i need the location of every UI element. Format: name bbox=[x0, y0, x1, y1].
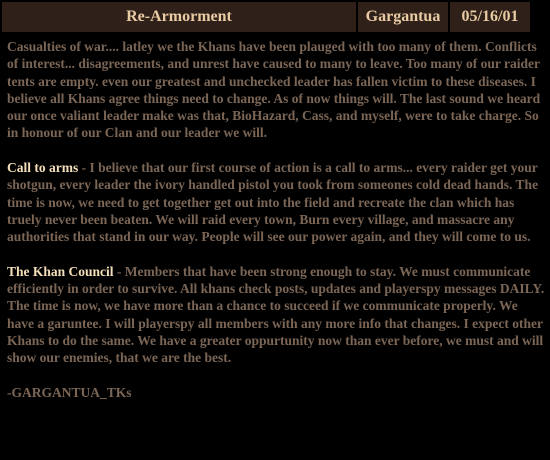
post-section-call-to-arms bbox=[7, 159, 547, 245]
section-text-call-to-arms: - I believe that our first course of action is a call to arms... every raider get your shotgun, every leader the ivory handled pistol you took from someones cold dead hands. The time is now, we need to get together get out into the field and recreate the clan which has truely never been beaten. We will raid every town, Burn every village, and massacre any authorities that stand in our way. People will see our power again, and they will come to us. bbox=[7, 160, 539, 245]
thread-date: 05/16/01 bbox=[450, 2, 530, 32]
post-signature: -GARGANTUA_TKs bbox=[7, 384, 132, 400]
post-section-khan-council bbox=[7, 263, 547, 367]
section-heading-call-to-arms: Call to arms bbox=[7, 160, 79, 176]
post-body bbox=[7, 38, 547, 401]
thread-title: Re-Armorment bbox=[2, 2, 356, 32]
thread-header bbox=[2, 2, 548, 32]
section-heading-khan-council: The Khan Council bbox=[7, 263, 114, 279]
thread-author: Gargantua bbox=[358, 2, 448, 32]
section-text-khan-council: - Members that have been strong enough to stay. We must communicate efficiently in order to survive. All khans check posts, updates and playerspy messages DAILY. The time is now, we have more than a chance to succeed if we communicate properly. We have a garuntee. I will playerspy all members with any more info that changes. I expect other Khans to do the same. We have a greater oppurtunity now than ever before, we must and will show our enemies, that we are the best. bbox=[7, 263, 545, 366]
post-intro: Casualties of war.... latley we the Khans have been plauged with too many of them. Conflicts of interest... disagreements, and unrest have caused to many to leave. Too many of our raider tents are empty. even our greatest and unchecked leader has fallen victim to these diseases. I believe all Khans agree things need to change. As of now things will. The last sound we heard our once valiant leader make was that, BioHazard, Cass, and myself, were to take charge. So in honour of our Clan and our leader we will. bbox=[7, 39, 541, 141]
